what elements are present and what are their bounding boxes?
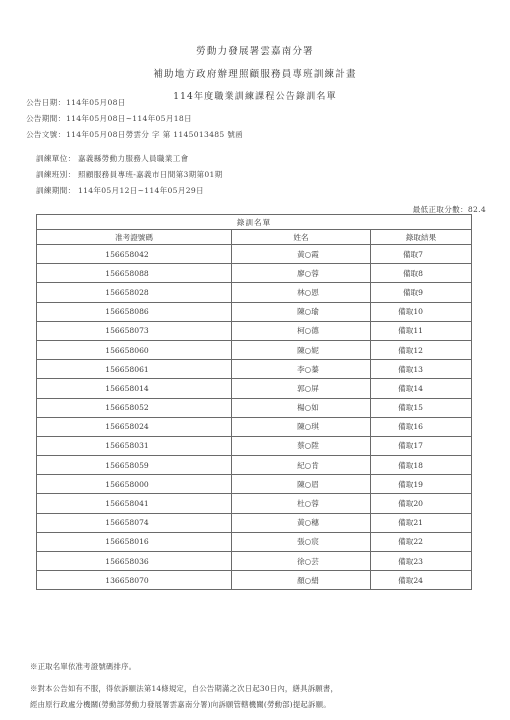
- trainee-name: 顏○絹: [232, 571, 371, 590]
- admission-result: 備取17: [371, 436, 472, 455]
- admission-result: 備取9: [371, 283, 472, 302]
- note-sort-order: ※正取名單依准考證號碼排序。: [30, 662, 137, 671]
- training-period-line: [36, 185, 204, 196]
- training-class-label: 訓練班別：: [36, 170, 76, 179]
- training-unit: 嘉義縣勞動力服務人員職業工會: [78, 154, 189, 163]
- agency-title: 勞動力發展署雲嘉南分署: [196, 46, 314, 57]
- document-title: 114年度職業訓練課程公告錄訓名單: [173, 92, 337, 102]
- announce-date: 114年05月08日: [66, 98, 126, 107]
- announce-doc-line: [26, 129, 243, 140]
- trainee-name: 陳○眉: [232, 475, 371, 494]
- announce-period: 114年05月08日~114年05月18日: [66, 114, 192, 123]
- training-class-line: [36, 169, 223, 180]
- table-row: [37, 552, 472, 571]
- admission-number: 156658028: [37, 283, 232, 302]
- trainee-name: 陳○瑜: [232, 302, 371, 321]
- trainee-name: 林○恩: [232, 283, 371, 302]
- admission-result: 備取14: [371, 379, 472, 398]
- table-row: [37, 283, 472, 302]
- trainee-name: 陳○妮: [232, 340, 371, 359]
- admission-table: [36, 214, 472, 590]
- trainee-name: 陳○琪: [232, 417, 371, 436]
- table-row: [37, 360, 472, 379]
- column-header-id: 准考證號碼: [37, 230, 232, 245]
- admission-result: 備取13: [371, 360, 472, 379]
- admission-result: 備取7: [371, 245, 472, 264]
- trainee-name: 蔡○陞: [232, 436, 371, 455]
- min-score-value: 82.4: [467, 205, 486, 214]
- admission-number: 156658059: [37, 456, 232, 475]
- trainee-name: 廖○蓉: [232, 264, 371, 283]
- table-row: [37, 513, 472, 532]
- admission-number: 156658016: [37, 532, 232, 551]
- table-row: [37, 456, 472, 475]
- training-unit-label: 訓練單位：: [36, 154, 76, 163]
- admission-result: 備取23: [371, 552, 472, 571]
- trainee-name: 李○蓁: [232, 360, 371, 379]
- admission-number: 156658088: [37, 264, 232, 283]
- admission-result: 備取18: [371, 456, 472, 475]
- admission-number: 156658000: [37, 475, 232, 494]
- table-row: [37, 436, 472, 455]
- admission-number: 156658086: [37, 302, 232, 321]
- table-row: [37, 417, 472, 436]
- table-caption: 錄訓名單: [37, 215, 472, 230]
- table-row: [37, 398, 472, 417]
- column-header-result: 錄取結果: [371, 230, 472, 245]
- admission-number: 136658070: [37, 571, 232, 590]
- admission-result: 備取24: [371, 571, 472, 590]
- admission-result: 備取11: [371, 321, 472, 340]
- admission-number: 156658052: [37, 398, 232, 417]
- admission-result: 備取12: [371, 340, 472, 359]
- note-appeal-2: 經由原行政處分機關(勞動部勞動力發展署雲嘉南分署)向訴願管轄機關(勞動部)提起訴願。: [30, 700, 331, 709]
- admission-result: 備取15: [371, 398, 472, 417]
- announce-date-line: [26, 97, 126, 108]
- admission-number: 156658024: [37, 417, 232, 436]
- admission-number: 156658042: [37, 245, 232, 264]
- admission-number: 156658060: [37, 340, 232, 359]
- training-unit-line: [36, 153, 189, 164]
- admission-number: 156658014: [37, 379, 232, 398]
- announce-period-label: 公告期間：: [26, 114, 66, 123]
- trainee-name: 黃○穗: [232, 513, 371, 532]
- table-row: [37, 340, 472, 359]
- table-body: [37, 245, 472, 590]
- min-score-label: 最低正取分數：: [412, 205, 468, 214]
- announce-date-label: 公告日期：: [26, 98, 66, 107]
- trainee-name: 郭○屏: [232, 379, 371, 398]
- table-row: [37, 571, 472, 590]
- table-row: [37, 379, 472, 398]
- column-header-name: 姓名: [232, 230, 371, 245]
- announce-doc: 114年05月08日勞雲分 字 第 1145013485 號函: [66, 130, 244, 139]
- announce-period-line: [26, 113, 192, 124]
- admission-result: 備取8: [371, 264, 472, 283]
- trainee-name: 徐○芸: [232, 552, 371, 571]
- trainee-name: 楊○如: [232, 398, 371, 417]
- admission-result: 備取21: [371, 513, 472, 532]
- admission-number: 156658073: [37, 321, 232, 340]
- training-period: 114年05月12日~114年05月29日: [78, 186, 204, 195]
- table-row: [37, 245, 472, 264]
- table-row: [37, 494, 472, 513]
- admission-number: 156658036: [37, 552, 232, 571]
- table-row: [37, 321, 472, 340]
- table-row: [37, 264, 472, 283]
- admission-result: 備取20: [371, 494, 472, 513]
- trainee-name: 紀○肯: [232, 456, 371, 475]
- admission-number: 156658031: [37, 436, 232, 455]
- trainee-name: 黃○霞: [232, 245, 371, 264]
- training-class: 照顧服務員專班-嘉義市日間第3期第01期: [78, 170, 223, 179]
- announce-doc-label: 公告文號：: [26, 130, 66, 139]
- program-title: 補助地方政府辦理照顧服務員專班訓練計畫: [153, 69, 357, 80]
- table-row: [37, 532, 472, 551]
- admission-result: 備取16: [371, 417, 472, 436]
- admission-number: 156658074: [37, 513, 232, 532]
- admission-result: 備取22: [371, 532, 472, 551]
- admission-number: 156658061: [37, 360, 232, 379]
- admission-result: 備取19: [371, 475, 472, 494]
- training-period-label: 訓練期間：: [36, 186, 76, 195]
- admission-number: 156658041: [37, 494, 232, 513]
- trainee-name: 柯○德: [232, 321, 371, 340]
- table-row: [37, 475, 472, 494]
- trainee-name: 張○宸: [232, 532, 371, 551]
- table-row: [37, 302, 472, 321]
- note-appeal-1: ※對本公告如有不服，得依訴願法第14條規定，自公告期滿之次日起30日內，繕具訴願書，: [30, 684, 339, 693]
- admission-result: 備取10: [371, 302, 472, 321]
- trainee-name: 杜○蓉: [232, 494, 371, 513]
